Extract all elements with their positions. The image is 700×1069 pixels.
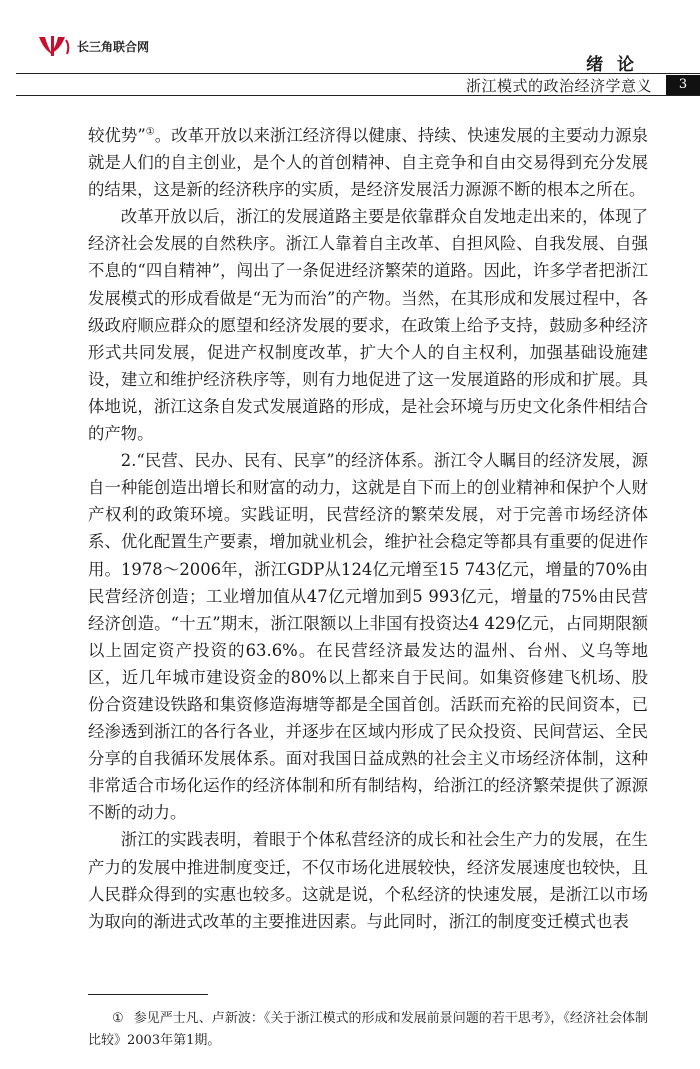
paragraph: 浙江的实践表明，着眼于个体私营经济的成长和社会生产力的发展，在生产力的发展中推进制度变迁，不仅市场化进展较快，经济发展速度也较快，且人民群众得到的实惠也较多。这就是说，个私经济的快速发展，是浙江以市场为取向的渐进式改革的主要推进因素。与此同时，浙江的制度变迁模式也表 (88, 830, 648, 931)
body-text (88, 122, 648, 935)
footnote-mark: ① (112, 1011, 124, 1026)
logo-mark-icon (36, 34, 74, 58)
paragraph: 改革开放以后，浙江的发展道路主要是依靠群众自发地走出来的，体现了经济社会发展的自然秩序。浙江人靠着自主改革、自担风险、自我发展、自强不息的“四自精神”，闯出了一条促进经济繁荣的道路。因此，许多学者把浙江发展模式的形成看做是“无为而治”的产物。当然，在其形成和发展过程中，各级政府顺应群众的愿望和经济发展的要求，在政策上给予支持，鼓励多种经济形式共同发展，促进产权制度改革，扩大个人的自主权利，加强基础设施建设，建立和维护经济秩序等，则有力地促进了这一发展道路的形成和扩展。具体地说，浙江这条自发式发展道路的形成，是社会环境与历史文化条件相结合的产物。 (88, 207, 648, 444)
paragraph: 较优势”①。改革开放以来浙江经济得以健康、持续、快速发展的主要动力源泉就是人们的自主创业，是个人的首创精神、自主竞争和自由交易得到充分发展的结果，这是新的经济秩序的实质，是经济发展活力源源不断的根本之所在。 (88, 126, 649, 200)
page-number: 3 (666, 75, 700, 95)
site-logo (36, 34, 149, 58)
running-head: 浙江模式的政治经济学意义 (465, 77, 652, 95)
paragraph: 2.“民营、民办、民有、民享”的经济体系。浙江令人瞩目的经济发展，源自一种能创造出增长和财富的动力，这就是自下而上的创业精神和保护个人财产权利的政策环境。实践证明，民营经济的繁荣发展，对于完善市场经济体系、优化配置生产要素，增加就业机会，维护社会稳定等都具有重要的促进作用。1978～2006年，浙江GDP从124亿元增至15 743亿元，增量的70%由民营经济创造；工业增加值从47亿元增加到5 993亿元，增量的75%由民营经济创造。“十五”期末，浙江限额以上非国有投资达4 429亿元，占同期限额以上固定资产投资的63.6%。在民营经济最发达的温州、台州、义乌等地区，近几年城市建设资金的80%以上都来自于民间。如集资修建飞机场、股份合资建设铁路和集资修造海塘等都是全国首创。活跃而充裕的民间资本，已经渗透到浙江的各行各业，并逐步在区域内形成了民众投资、民间营运、全民分享的自我循环发展体系。面对我国日益成熟的社会主义市场经济体制，这种非常适合市场化运作的经济体制和所有制结构，给浙江的经济繁荣提供了源源不断的动力。 (88, 451, 648, 823)
footnote-text: 参见严士凡、卢新波：《关于浙江模式的形成和发展前景问题的若干思考》，《经济社会体制比较》2003年第1期。 (88, 1011, 648, 1048)
chapter-title: 绪 论 (586, 55, 638, 75)
footnote-divider (88, 994, 208, 995)
header-divider-top (16, 73, 700, 74)
header-divider-bottom (16, 95, 700, 96)
footnote (88, 1008, 648, 1052)
footnote-ref[interactable]: ① (145, 126, 155, 138)
logo-text: 长三角联合网 (77, 39, 150, 54)
